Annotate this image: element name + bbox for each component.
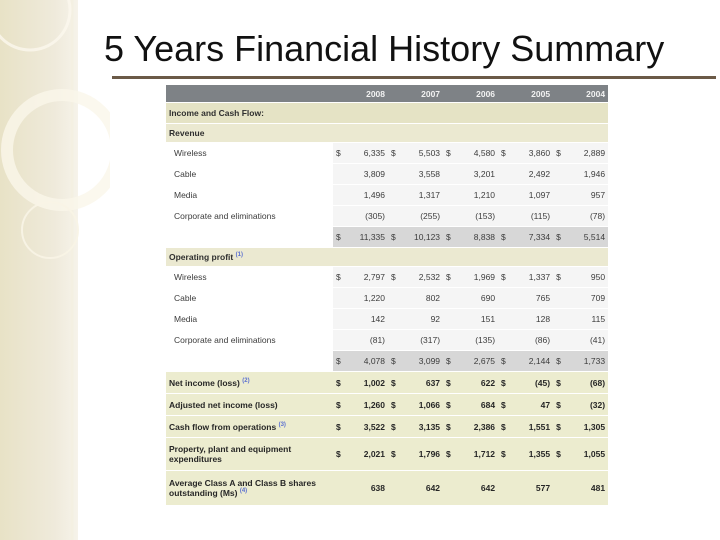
dollar-sign [333, 330, 344, 350]
dollar-sign [388, 288, 399, 308]
cell-value: 47 [509, 394, 553, 415]
row-label-cell [166, 438, 333, 470]
row-label: Media [166, 185, 333, 205]
footnote-marker: (3) [278, 421, 286, 428]
dollar-sign [333, 471, 344, 505]
dollar-sign: $ [388, 394, 399, 415]
row-label: Corporate and eliminations [166, 330, 333, 350]
table-row [166, 267, 608, 287]
revenue-section-header [166, 124, 608, 142]
dollar-sign: $ [388, 143, 399, 163]
dollar-sign [388, 206, 399, 226]
dollar-sign [498, 164, 509, 184]
cell-value: 1,712 [454, 438, 498, 470]
dollar-sign [553, 471, 564, 505]
income-section-header [166, 103, 608, 123]
shares-outstanding-row [166, 471, 608, 505]
row-label: Cable [166, 288, 333, 308]
dollar-sign [443, 330, 454, 350]
row-label-line2: outstanding (Ms) [169, 488, 238, 498]
dollar-sign: $ [498, 267, 509, 287]
cell-value: 3,558 [399, 164, 443, 184]
cell-value: 1,220 [344, 288, 388, 308]
table-row [166, 143, 608, 163]
cell-value: 642 [454, 471, 498, 505]
row-label-line2: expenditures [169, 454, 222, 464]
dollar-sign [553, 164, 564, 184]
cell-value: 1,055 [564, 438, 608, 470]
total-label-spacer [166, 351, 333, 371]
cell-value: 6,335 [344, 143, 388, 163]
cell-value: 1,066 [399, 394, 443, 415]
cell-value: 1,946 [564, 164, 608, 184]
cell-value: (115) [509, 206, 553, 226]
dollar-sign: $ [333, 394, 344, 415]
cell-value: 637 [399, 372, 443, 393]
decorative-circles [0, 0, 110, 540]
dollar-sign [553, 288, 564, 308]
dollar-sign: $ [388, 372, 399, 393]
dollar-sign [388, 164, 399, 184]
cell-value: 3,522 [344, 416, 388, 437]
cell-value: 11,335 [344, 227, 388, 247]
dollar-sign [333, 309, 344, 329]
net-income-row [166, 372, 608, 393]
cell-value: (68) [564, 372, 608, 393]
dollar-sign [333, 206, 344, 226]
total-label-spacer [166, 227, 333, 247]
cell-value: 5,503 [399, 143, 443, 163]
header-spacer [166, 85, 333, 102]
dollar-sign: $ [498, 394, 509, 415]
dollar-sign [388, 330, 399, 350]
cell-value: 802 [399, 288, 443, 308]
operating-profit-label: Operating profit [169, 252, 234, 262]
dollar-sign [553, 330, 564, 350]
dollar-sign: $ [443, 143, 454, 163]
cell-value: (317) [399, 330, 443, 350]
dollar-sign: $ [443, 438, 454, 470]
dollar-sign: $ [443, 267, 454, 287]
dollar-sign [333, 185, 344, 205]
dollar-sign: $ [553, 227, 564, 247]
row-label-line1: Average Class A and Class B shares [169, 478, 316, 488]
cell-value: 2,797 [344, 267, 388, 287]
table-row [166, 288, 608, 308]
cell-value: 142 [344, 309, 388, 329]
row-label-cell [166, 372, 333, 393]
cell-value: 709 [564, 288, 608, 308]
row-label: Corporate and eliminations [166, 206, 333, 226]
dollar-sign: $ [388, 227, 399, 247]
cell-value: (86) [509, 330, 553, 350]
dollar-sign [498, 330, 509, 350]
capex-row [166, 438, 608, 470]
dollar-sign [388, 309, 399, 329]
page-title: 5 Years Financial History Summary [104, 28, 665, 69]
dollar-sign: $ [443, 227, 454, 247]
dollar-sign [443, 288, 454, 308]
cell-value: 3,860 [509, 143, 553, 163]
dollar-sign: $ [333, 267, 344, 287]
cell-value: 92 [399, 309, 443, 329]
cell-value: 1,002 [344, 372, 388, 393]
dollar-sign: $ [443, 394, 454, 415]
cell-value: (41) [564, 330, 608, 350]
operating-profit-total-row [166, 351, 608, 371]
row-label: Cable [166, 164, 333, 184]
table-row [166, 309, 608, 329]
footnote-marker: (2) [242, 377, 250, 384]
cell-value: 3,099 [399, 351, 443, 371]
year-2008: 2008 [333, 85, 388, 102]
dollar-sign: $ [333, 227, 344, 247]
cell-value: 3,809 [344, 164, 388, 184]
dollar-sign [443, 471, 454, 505]
row-label: Net income (loss) [169, 377, 240, 388]
title-divider [112, 76, 716, 79]
cash-flow-row [166, 416, 608, 437]
cell-value: 622 [454, 372, 498, 393]
row-label: Cash flow from operations [169, 421, 277, 432]
cell-value: 3,135 [399, 416, 443, 437]
dollar-sign [333, 288, 344, 308]
cell-value: 1,260 [344, 394, 388, 415]
adjusted-net-income-row [166, 394, 608, 415]
year-header-row [166, 85, 608, 102]
row-label: Media [166, 309, 333, 329]
operating-profit-section-header [166, 248, 608, 266]
dollar-sign [443, 185, 454, 205]
cell-value: 151 [454, 309, 498, 329]
cell-value: 2,532 [399, 267, 443, 287]
cell-value: 1,969 [454, 267, 498, 287]
cell-value: 115 [564, 309, 608, 329]
dollar-sign: $ [498, 416, 509, 437]
dollar-sign [498, 185, 509, 205]
dollar-sign: $ [443, 351, 454, 371]
dollar-sign [498, 206, 509, 226]
dollar-sign [553, 309, 564, 329]
cell-value: (135) [454, 330, 498, 350]
row-label-cell [166, 416, 333, 437]
table-row [166, 164, 608, 184]
cell-value: 1,496 [344, 185, 388, 205]
cell-value: 1,210 [454, 185, 498, 205]
table-row [166, 185, 608, 205]
cell-value: 2,889 [564, 143, 608, 163]
dollar-sign: $ [388, 416, 399, 437]
dollar-sign: $ [388, 351, 399, 371]
cell-value: 5,514 [564, 227, 608, 247]
row-label-line2-cell [169, 488, 330, 498]
cell-value: 638 [344, 471, 388, 505]
cell-value: 8,838 [454, 227, 498, 247]
cell-value: 690 [454, 288, 498, 308]
row-label-line1: Property, plant and equipment [169, 444, 292, 454]
table-row [166, 330, 608, 350]
cell-value: 957 [564, 185, 608, 205]
income-section-label: Income and Cash Flow: [166, 103, 608, 123]
dollar-sign: $ [333, 372, 344, 393]
dollar-sign: $ [333, 143, 344, 163]
dollar-sign: $ [498, 227, 509, 247]
cell-value: 4,580 [454, 143, 498, 163]
cell-value: 1,551 [509, 416, 553, 437]
row-label: Adjusted net income (loss) [166, 394, 333, 415]
cell-value: 1,337 [509, 267, 553, 287]
row-label-cell [166, 471, 333, 505]
dollar-sign: $ [498, 143, 509, 163]
cell-value: 684 [454, 394, 498, 415]
cell-value: (32) [564, 394, 608, 415]
cell-value: 4,078 [344, 351, 388, 371]
cell-value: 2,386 [454, 416, 498, 437]
row-label: Wireless [166, 267, 333, 287]
cell-value: 2,675 [454, 351, 498, 371]
financial-table [166, 84, 611, 528]
cell-value: 10,123 [399, 227, 443, 247]
cell-value: 7,334 [509, 227, 553, 247]
cell-value: 642 [399, 471, 443, 505]
cell-value: 1,733 [564, 351, 608, 371]
cell-value: 481 [564, 471, 608, 505]
cell-value: 128 [509, 309, 553, 329]
dollar-sign: $ [333, 416, 344, 437]
dollar-sign: $ [553, 372, 564, 393]
year-2005: 2005 [498, 85, 553, 102]
cell-value: 1,796 [399, 438, 443, 470]
cell-value: (255) [399, 206, 443, 226]
dollar-sign: $ [388, 438, 399, 470]
cell-value: 1,097 [509, 185, 553, 205]
year-2006: 2006 [443, 85, 498, 102]
cell-value: 1,355 [509, 438, 553, 470]
dollar-sign [498, 309, 509, 329]
footnote-marker: (1) [235, 252, 243, 259]
dollar-sign: $ [553, 267, 564, 287]
dollar-sign: $ [553, 351, 564, 371]
dollar-sign: $ [553, 416, 564, 437]
dollar-sign [553, 185, 564, 205]
dollar-sign: $ [553, 438, 564, 470]
dollar-sign: $ [498, 438, 509, 470]
dollar-sign [553, 206, 564, 226]
dollar-sign [443, 309, 454, 329]
cell-value: 577 [509, 471, 553, 505]
dollar-sign [388, 185, 399, 205]
cell-value: 2,021 [344, 438, 388, 470]
cell-value: (153) [454, 206, 498, 226]
cell-value: (45) [509, 372, 553, 393]
dollar-sign [333, 164, 344, 184]
footnote-marker: (4) [239, 488, 248, 495]
dollar-sign [443, 206, 454, 226]
cell-value: 2,492 [509, 164, 553, 184]
dollar-sign [388, 471, 399, 505]
cell-value: (305) [344, 206, 388, 226]
cell-value: 1,317 [399, 185, 443, 205]
revenue-total-row [166, 227, 608, 247]
dollar-sign: $ [553, 143, 564, 163]
cell-value: (78) [564, 206, 608, 226]
cell-value: 765 [509, 288, 553, 308]
dollar-sign: $ [443, 372, 454, 393]
dollar-sign [498, 471, 509, 505]
operating-profit-label-cell [166, 248, 608, 266]
dollar-sign [498, 288, 509, 308]
cell-value: 2,144 [509, 351, 553, 371]
revenue-label: Revenue [166, 124, 608, 142]
row-label: Wireless [166, 143, 333, 163]
dollar-sign: $ [333, 438, 344, 470]
dollar-sign [443, 164, 454, 184]
dollar-sign: $ [443, 416, 454, 437]
dollar-sign: $ [388, 267, 399, 287]
dollar-sign: $ [498, 372, 509, 393]
year-2004: 2004 [553, 85, 608, 102]
cell-value: 1,305 [564, 416, 608, 437]
cell-value: (81) [344, 330, 388, 350]
dollar-sign: $ [553, 394, 564, 415]
dollar-sign: $ [333, 351, 344, 371]
year-2007: 2007 [388, 85, 443, 102]
table-row [166, 206, 608, 226]
cell-value: 3,201 [454, 164, 498, 184]
cell-value: 950 [564, 267, 608, 287]
dollar-sign: $ [498, 351, 509, 371]
